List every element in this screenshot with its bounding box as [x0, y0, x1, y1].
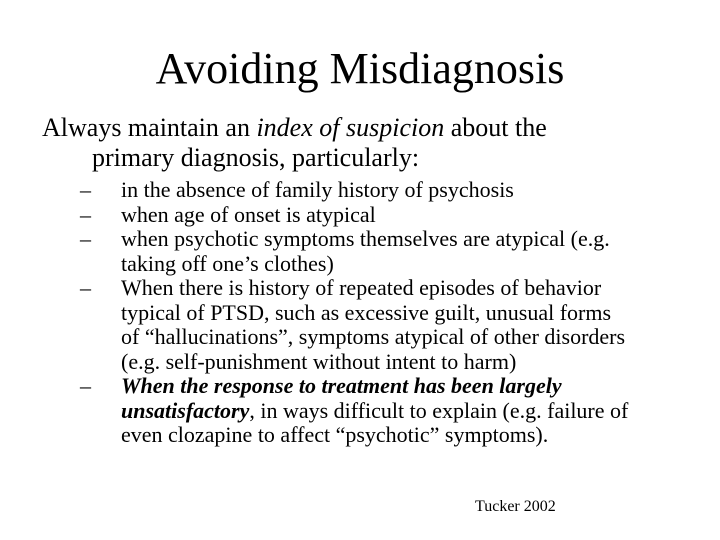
lead-text-before: Always maintain an [42, 113, 257, 142]
bullet-text: when age of onset is atypical [121, 201, 376, 227]
bullet-text: in the absence of family history of psychosis [121, 177, 514, 202]
bullet-text: taking off one’s clothes) [121, 250, 334, 276]
dash-marker: – [80, 201, 91, 227]
bullet-emphasis-text: unsatisfactory [121, 397, 250, 423]
citation: Tucker 2002 [475, 498, 556, 515]
bullet-text-line [121, 399, 700, 424]
bullet-text: , in ways difficult to explain (e.g. failure of [249, 397, 629, 423]
dash-marker: – [80, 226, 91, 251]
bullet-text: even clozapine to affect “psychotic” symptoms). [121, 422, 549, 447]
bullet-item [80, 203, 700, 228]
bullet-text: typical of PTSD, such as excessive guilt, unusual forms [121, 299, 612, 325]
bullet-list [80, 178, 700, 448]
dash-marker: – [80, 177, 91, 202]
lead-text-after: about the [444, 113, 547, 142]
dash-marker: – [80, 373, 91, 398]
lead-paragraph [42, 113, 682, 173]
slide-title: Avoiding Misdiagnosis [155, 44, 565, 93]
bullet-item [80, 374, 700, 448]
bullet-text: When there is history of repeated episodes of behavior [121, 275, 602, 300]
bullet-text: when psychotic symptoms themselves are atypical (e.g. [121, 226, 610, 251]
dash-marker: – [80, 275, 91, 300]
bullet-item [80, 178, 700, 203]
bullet-item [80, 227, 700, 276]
bullet-emphasis-text: When the response to treatment has been largely [121, 373, 562, 398]
bullet-item [80, 276, 700, 374]
bullet-text: of “hallucinations”, symptoms atypical of other disorders [121, 324, 626, 349]
bullet-text: (e.g. self-punishment without intent to harm) [121, 348, 517, 374]
lead-line-1 [42, 113, 682, 143]
lead-line-2: primary diagnosis, particularly: [92, 143, 420, 172]
lead-italic-phrase: index of suspicion [256, 113, 445, 142]
